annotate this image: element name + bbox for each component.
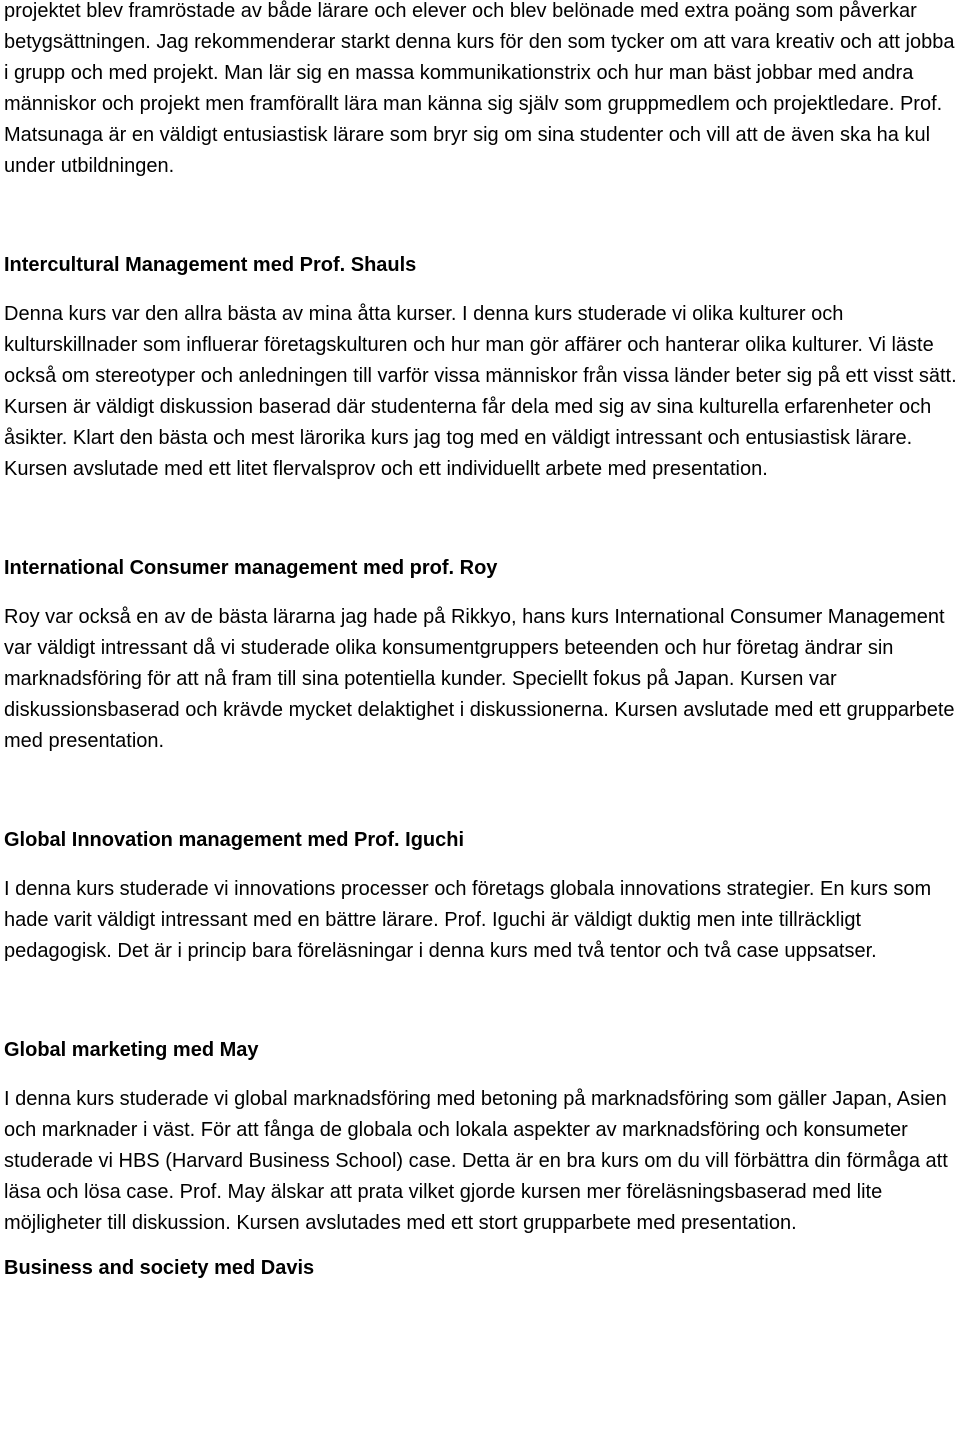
heading-global-marketing: Global marketing med May — [4, 1039, 259, 1061]
document-page — [4, 0, 960, 1284]
paragraph-international-consumer-management: Roy var också en av de bästa lärarna jag hade på Rikkyo, hans kurs International Consumer Management var väldigt intressant då vi studerade olika konsumentgruppers beteenden och hur företag ändrar sin marknadsföring för att nå fram till sina potentiella kunder. Speciellt fokus på Japan. Kursen var diskussionsbaserad och krävde mycket delaktighet i diskussionerna. Kursen avslutade med ett grupparbete med presentation. — [4, 606, 955, 752]
paragraph-global-marketing: I denna kurs studerade vi global marknadsföring med betoning på marknadsföring som gäller Japan, Asien och marknader i väst. För att fånga de globala och lokala aspekter av marknadsföring och konsumeter studerade vi HBS (Harvard Business School) case. Detta är en bra kurs om du vill förbättra din förmåga att läsa och lösa case. Prof. May älskar att prata vilket gjorde kursen mer föreläsningsbaserad med lite möjligheter till diskussion. Kursen avslutades med ett stort grupparbete med presentation. — [4, 1088, 948, 1234]
heading-business-and-society: Business and society med Davis — [4, 1257, 315, 1279]
paragraph-intercultural-management: Denna kurs var den allra bästa av mina åtta kurser. I denna kurs studerade vi olika kulturer och kulturskillnader som influerar företagskulturen och hur man gör affärer och hanterar olika kulturer. Vi läste också om stereotyper och anledningen till varför vissa människor från vissa länder beter sig på ett visst sätt. Kursen är väldigt diskussion baserad där studenterna får dela med sig av sina kulturella erfarenheter och åsikter. Klart den bästa och mest lärorika kurs jag tog med en väldigt intressant och entusiastisk lärare. Kursen avslutade med ett litet flervalsprov och ett individuellt arbete med presentation. — [4, 303, 957, 480]
paragraph-global-innovation-management: I denna kurs studerade vi innovations processer och företags globala innovations strategier. En kurs som hade varit väldigt intressant med en bättre lärare. Prof. Iguchi är väldigt duktig men inte tillräckligt pedagogisk. Det är i princip bara föreläsningar i denna kurs med två tentor och två case uppsatser. — [4, 878, 932, 962]
paragraph-matsunaga-course: projektet blev framröstade av både lärare och elever och blev belönade med extra poäng som påverkar betygsättningen. Jag rekommenderar starkt denna kurs för den som tycker om att vara kreativ och att jobba i grupp och med projekt. Man lär sig en massa kommunikationstrix och hur man bäst jobbar med andra människor och projekt men framförallt lära man känna sig själv som gruppmedlem och projektledare. Prof. Matsunaga är en väldigt entusiastisk lärare som bryr sig om sina studenter och vill att de även ska ha kul under utbildningen. — [4, 0, 955, 177]
heading-global-innovation-management: Global Innovation management med Prof. Iguchi — [4, 829, 465, 851]
heading-intercultural-management: Intercultural Management med Prof. Shauls — [4, 254, 417, 276]
heading-international-consumer-management: International Consumer management med prof. Roy — [4, 557, 498, 579]
